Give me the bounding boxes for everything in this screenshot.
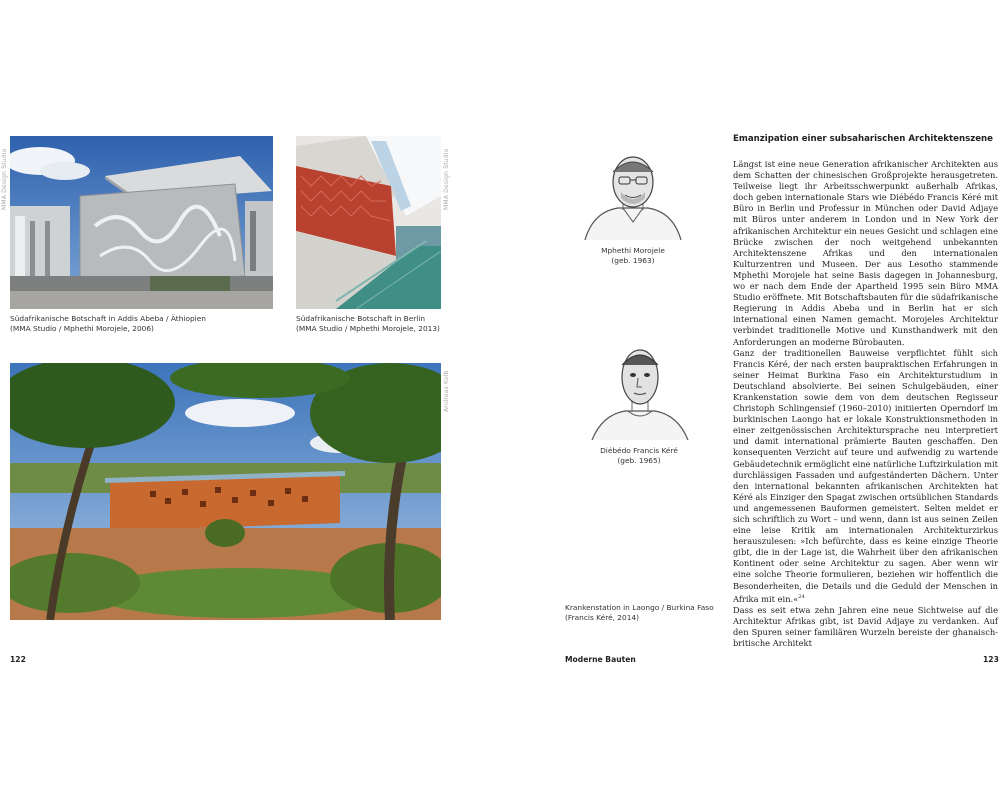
caption-laongo-line-1: Krankenstation in Laongo / Burkina Faso: [565, 603, 714, 612]
morojele-drawing: [583, 150, 683, 242]
photo-health-station-laongo: [10, 363, 441, 620]
laongo-image: [10, 363, 441, 620]
caption-addis-line-1: Südafrikanische Botschaft in Addis Abeba / Äthiopien: [10, 314, 206, 323]
section-heading: Emanzipation einer subsaharischen Architektenszene: [733, 134, 993, 144]
portrait-mphethi-morojele: [583, 150, 683, 242]
paragraph-2: [733, 348, 998, 605]
portrait-caption-kere: [579, 446, 699, 466]
caption-laongo: [565, 603, 725, 623]
paragraph-2-text: Ganz der traditionellen Bauweise verpflichtet fühlt sich Francis Kéré, der nach ersten baupraktischen Erfahrungen in seiner Heimat Burkina Faso ein Architekturstudium in Deutschland absolvierte. Bei seinen Schulgebäuden, einer Krankenstation sowie dem von dem deutschen Regisseur Christoph Schlingensief (1960–2010) initiierten Operndorf im burkinischen Laongo hat er lokale Konstruktionsmethoden in einer zeitgenössischen Architektursprache neu interpretiert und damit international prämierte Bauten geschaffen. Den konsequenten Verzicht auf teure und aufwendig zu wartende Gebäudetechnik ermöglicht eine natürliche Luftzirkulation mit durchlässigen Fassaden und aufgeständerten Dächern. Unter den international bekannten afrikanischen Architekten hat Kéré als Einziger den Spagat zwischen ortsüblichen Standards und angemessenen Bauformen gemeistert. Selten meldet er sich schriftlich zu Wort – und wenn, dann ist aus seinen Zeilen eine leise Kritik am internationalen Architekturzirkus herauszulesen: »Ich befürchte, dass es keine einzige Theorie gibt, die in der Lage ist, die Wahrheit über den afrikanischen Kontinent oder seine Architektur zu sagen. Aber wenn wir eine solche Theorie formulieren, beziehen wir hoffentlich die Besonderheiten, die Details und die Geduld der Menschen in Afrika mit ein.«: [733, 347, 998, 604]
portrait-born-morojele: (geb. 1963): [611, 256, 655, 265]
portrait-caption-morojele: [573, 246, 693, 266]
caption-addis: [10, 314, 280, 334]
caption-berlin-line-2: (MMA Studio / Mphethi Morojele, 2013): [296, 324, 440, 333]
photo-credit-bottom: Andreas Kolb: [443, 370, 450, 412]
paragraph-3: Dass es seit etwa zehn Jahren eine neue Sichtweise auf die Architektur Afrikas gibt, ist David Adjaye zu verdanken. Auf den Spuren seiner familiären Wurzeln bereiste der ghanaisch-britische Architekt: [733, 604, 998, 648]
photo-embassy-berlin: [296, 136, 441, 309]
footnote-marker: 24: [798, 593, 805, 600]
embassy-berlin-image: [296, 136, 441, 309]
body-text: [733, 159, 998, 649]
paragraph-1: Längst ist eine neue Generation afrikanischer Architekten aus dem Schatten der chinesischen Großprojekte herausgetreten. Teilweise liegt ihr Arbeitsschwerpunkt außerhalb Afrikas, doch geben internationale Stars wie Diébédo Francis Kéré mit Büro in Berlin und Professur in München oder David Adjaye mit Büros unter anderem in London und in New York der afrikanischen Architektur ein neues Gesicht und schlagen eine Brücke zwischen der noch weitgehend unbekannten Architektenszene Afrikas und den internationalen Kulturzentren und Museen. Der aus Lesotho stammende Mphethi Morojele hat seine Basis dagegen in Johannesburg, wo er nach dem Ende der Apartheid 1995 sein Büro MMA Studio eröffnete. Mit Botschaftsbauten für die südafrikanische Regierung in Addis Abeba und in Berlin hat er sich international einen Namen gemacht. Morojeles Architektur verbindet traditionelle Motive und Kunsthandwerk mit den Anforderungen an moderne Bürobauten.: [733, 159, 998, 347]
caption-berlin: [296, 314, 466, 334]
photo-credit-top-left: MMA Design Studio: [1, 148, 8, 210]
portrait-name-kere: Diébédo Francis Kéré: [600, 446, 678, 455]
embassy-addis-image: [10, 136, 273, 309]
caption-laongo-line-2: (Francis Kéré, 2014): [565, 613, 640, 622]
portrait-born-kere: (geb. 1965): [617, 456, 661, 465]
page-number-right: 123: [983, 655, 999, 664]
photo-credit-top-right: MMA Design Studio: [443, 148, 450, 210]
portrait-francis-kere: [590, 345, 690, 442]
caption-addis-line-2: (MMA Studio / Mphethi Morojele, 2006): [10, 324, 154, 333]
photo-embassy-addis-abeba: [10, 136, 273, 309]
running-head: Moderne Bauten: [565, 655, 636, 664]
page-number-left: 122: [10, 655, 26, 664]
caption-berlin-line-1: Südafrikanische Botschaft in Berlin: [296, 314, 426, 323]
kere-drawing: [590, 345, 690, 442]
portrait-name-morojele: Mphethi Morojele: [601, 246, 665, 255]
